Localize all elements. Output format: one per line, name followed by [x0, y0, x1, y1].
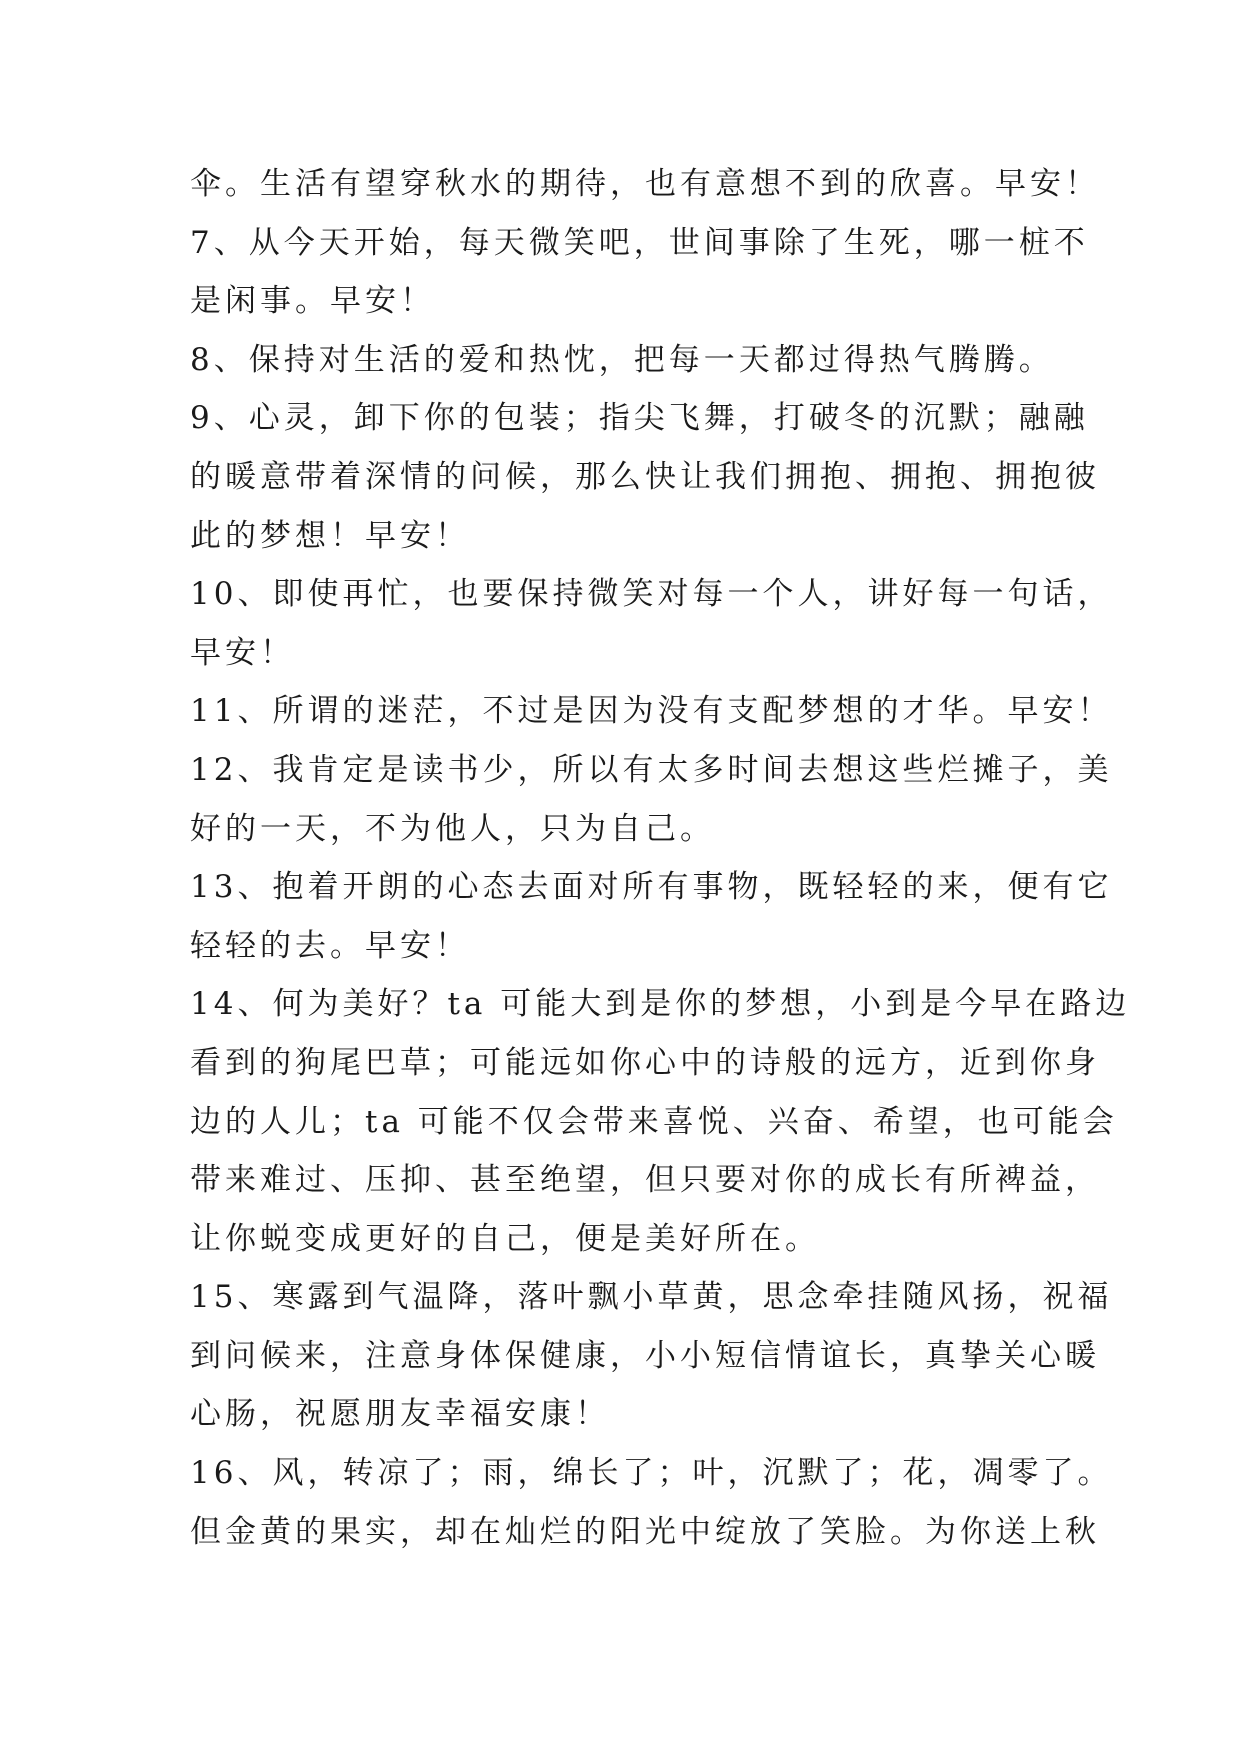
text-line: 轻轻的去。早安！ [190, 927, 470, 964]
text-line: 7、从今天开始，每天微笑吧，世间事除了生死，哪一桩不 [190, 224, 1089, 261]
text-line: 8、保持对生活的爱和热忱，把每一天都过得热气腾腾。 [190, 341, 1054, 378]
text-line: 伞。生活有望穿秋水的期待，也有意想不到的欣喜。早安！ [190, 166, 1100, 202]
text-line: 但金黄的果实，却在灿烂的阳光中绽放了笑脸。为你送上秋 [190, 1513, 1100, 1550]
text-line: 此的梦想！早安！ [190, 517, 470, 554]
text-line: 16、风，转凉了；雨，绵长了；叶，沉默了；花，凋零了。 [190, 1455, 1113, 1492]
document-body [190, 155, 1131, 1561]
text-line: 边的人儿；ta 可能不仅会带来喜悦、兴奋、希望，也可能会 [190, 1103, 1118, 1140]
text-line: 9、心灵，卸下你的包装；指尖飞舞，打破冬的沉默；融融 [190, 400, 1089, 437]
text-line: 看到的狗尾巴草；可能远如你心中的诗般的远方，近到你身 [190, 1044, 1100, 1081]
text-line: 13、抱着开朗的心态去面对所有事物，既轻轻的来，便有它 [190, 869, 1113, 906]
text-line: 14、何为美好？ta 可能大到是你的梦想，小到是今早在路边 [190, 986, 1131, 1023]
text-line: 是闲事。早安！ [190, 283, 435, 320]
text-line: 11、所谓的迷茫，不过是因为没有支配梦想的才华。早安！ [190, 693, 1113, 730]
text-line: 15、寒露到气温降，落叶飘小草黄，思念牵挂随风扬，祝福 [190, 1279, 1113, 1316]
text-line: 10、即使再忙，也要保持微笑对每一个人，讲好每一句话， [190, 576, 1113, 613]
text-line: 到问候来，注意身体保健康，小小短信情谊长，真挚关心暖 [190, 1337, 1100, 1374]
text-line: 12、我肯定是读书少，所以有太多时间去想这些烂摊子，美 [190, 751, 1113, 788]
text-line: 心肠，祝愿朋友幸福安康！ [190, 1396, 610, 1433]
text-line: 带来难过、压抑、甚至绝望，但只要对你的成长有所裨益， [190, 1162, 1100, 1199]
text-line: 让你蜕变成更好的自己，便是美好所在。 [190, 1220, 820, 1257]
text-line: 好的一天，不为他人，只为自己。 [190, 810, 715, 847]
text-line: 的暖意带着深情的问候，那么快让我们拥抱、拥抱、拥抱彼 [190, 458, 1100, 495]
text-line: 早安！ [190, 634, 295, 671]
